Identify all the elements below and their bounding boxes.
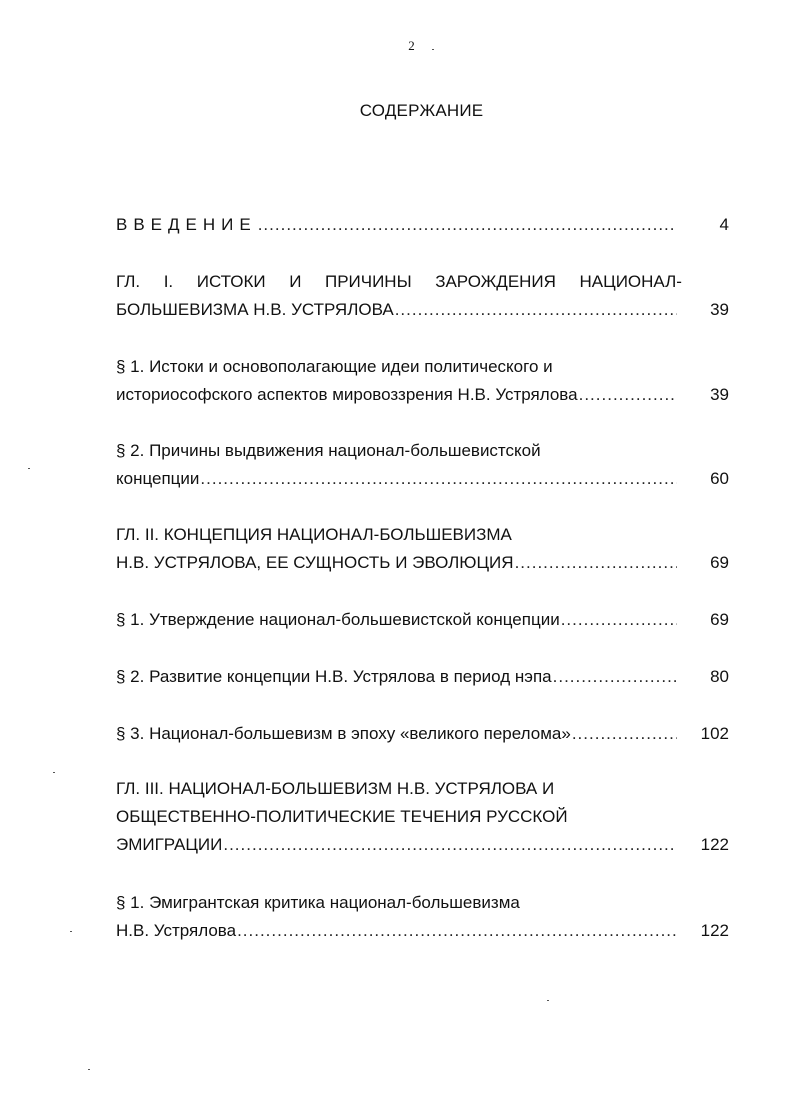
scan-speck — [88, 1069, 90, 1070]
toc-entry-label: § 3. Национал-большевизм в эпоху «великого перелома» — [116, 724, 571, 743]
dot-leader — [223, 831, 677, 859]
scan-speck — [432, 49, 434, 50]
toc-entry-ch3-section-1 — [116, 889, 729, 945]
toc-entry-label: концепции — [116, 469, 200, 488]
toc-entry-label: ЭМИГРАЦИИ — [116, 835, 223, 854]
toc-entry-label: § 1. Истоки и основополагающие идеи политического и — [116, 357, 553, 376]
dot-leader — [395, 296, 677, 324]
toc-entry-chapter-3 — [116, 775, 729, 859]
dot-leader — [515, 549, 677, 577]
toc-entry-ch1-section-2 — [116, 437, 729, 493]
toc-page-number: 4 — [719, 215, 729, 234]
toc-entry-label: ГЛ. II. КОНЦЕПЦИЯ НАЦИОНАЛ-БОЛЬШЕВИЗМА — [116, 525, 512, 544]
toc-page-number: 60 — [710, 469, 729, 488]
dot-leader — [572, 720, 677, 748]
toc-page-number: 39 — [710, 300, 729, 319]
toc-entry-label: § 1. Эмигрантская критика национал-большевизма — [116, 893, 520, 912]
toc-entry-label: БОЛЬШЕВИЗМА Н.В. УСТРЯЛОВА — [116, 300, 394, 319]
scan-speck — [70, 931, 72, 932]
toc-entry-ch2-section-1 — [116, 606, 729, 634]
toc-entry-label: Н.В. Устрялова — [116, 921, 237, 940]
toc-page-number: 69 — [710, 553, 729, 572]
toc-entry-label: § 2. Причины выдвижения национал-большевистской — [116, 441, 541, 460]
toc-word: ГЛ. — [116, 272, 141, 291]
toc-entry-label: ГЛ. III. НАЦИОНАЛ-БОЛЬШЕВИЗМ Н.В. УСТРЯЛОВА И — [116, 779, 555, 798]
toc-entry-chapter-2 — [116, 521, 729, 577]
toc-entry-label: историософского аспектов мировоззрения Н.В. Устрялова — [116, 385, 578, 404]
dot-leader — [553, 663, 677, 691]
toc-page-number: 122 — [700, 835, 729, 854]
page-title: СОДЕРЖАНИЕ — [359, 101, 484, 120]
dot-leader — [237, 917, 677, 945]
toc-entry-label: ОБЩЕСТВЕННО-ПОЛИТИЧЕСКИЕ ТЕЧЕНИЯ РУССКОЙ — [116, 807, 568, 826]
scan-speck — [547, 1000, 549, 1001]
toc-entry-line — [116, 268, 682, 296]
toc-page-number: 39 — [710, 385, 729, 404]
toc-word: ПРИЧИНЫ — [324, 272, 412, 291]
dot-leader — [579, 381, 677, 409]
toc-entry-introduction — [116, 211, 729, 239]
scan-speck — [53, 772, 55, 773]
page-number: 2 — [408, 38, 415, 53]
toc-entry-label: § 2. Развитие концепции Н.В. Устрялова в период нэпа — [116, 667, 552, 686]
toc-word: НАЦИОНАЛ- — [579, 272, 682, 291]
toc-page-number: 122 — [700, 921, 729, 940]
toc-word: И — [289, 272, 302, 291]
dot-leader — [200, 465, 677, 493]
toc-entry-ch1-section-1 — [116, 353, 729, 409]
toc-entry-ch2-section-2 — [116, 663, 729, 691]
toc-word: I. — [163, 272, 174, 291]
toc-page-number: 102 — [700, 724, 729, 743]
dot-leader — [258, 211, 677, 239]
toc-entry-label: ВВЕДЕНИЕ — [116, 215, 257, 234]
toc-page-number: 80 — [710, 667, 729, 686]
dot-leader — [561, 606, 677, 634]
toc-entry-ch2-section-3 — [116, 720, 729, 748]
toc-entry-chapter-1 — [116, 268, 729, 324]
toc-entry-label: Н.В. УСТРЯЛОВА, ЕЕ СУЩНОСТЬ И ЭВОЛЮЦИЯ — [116, 553, 514, 572]
scan-speck — [28, 468, 30, 469]
toc-word: ЗАРОЖДЕНИЯ — [435, 272, 556, 291]
toc-word: ИСТОКИ — [196, 272, 266, 291]
toc-page-number: 69 — [710, 610, 729, 629]
toc-entry-label: § 1. Утверждение национал-большевистской концепции — [116, 610, 560, 629]
